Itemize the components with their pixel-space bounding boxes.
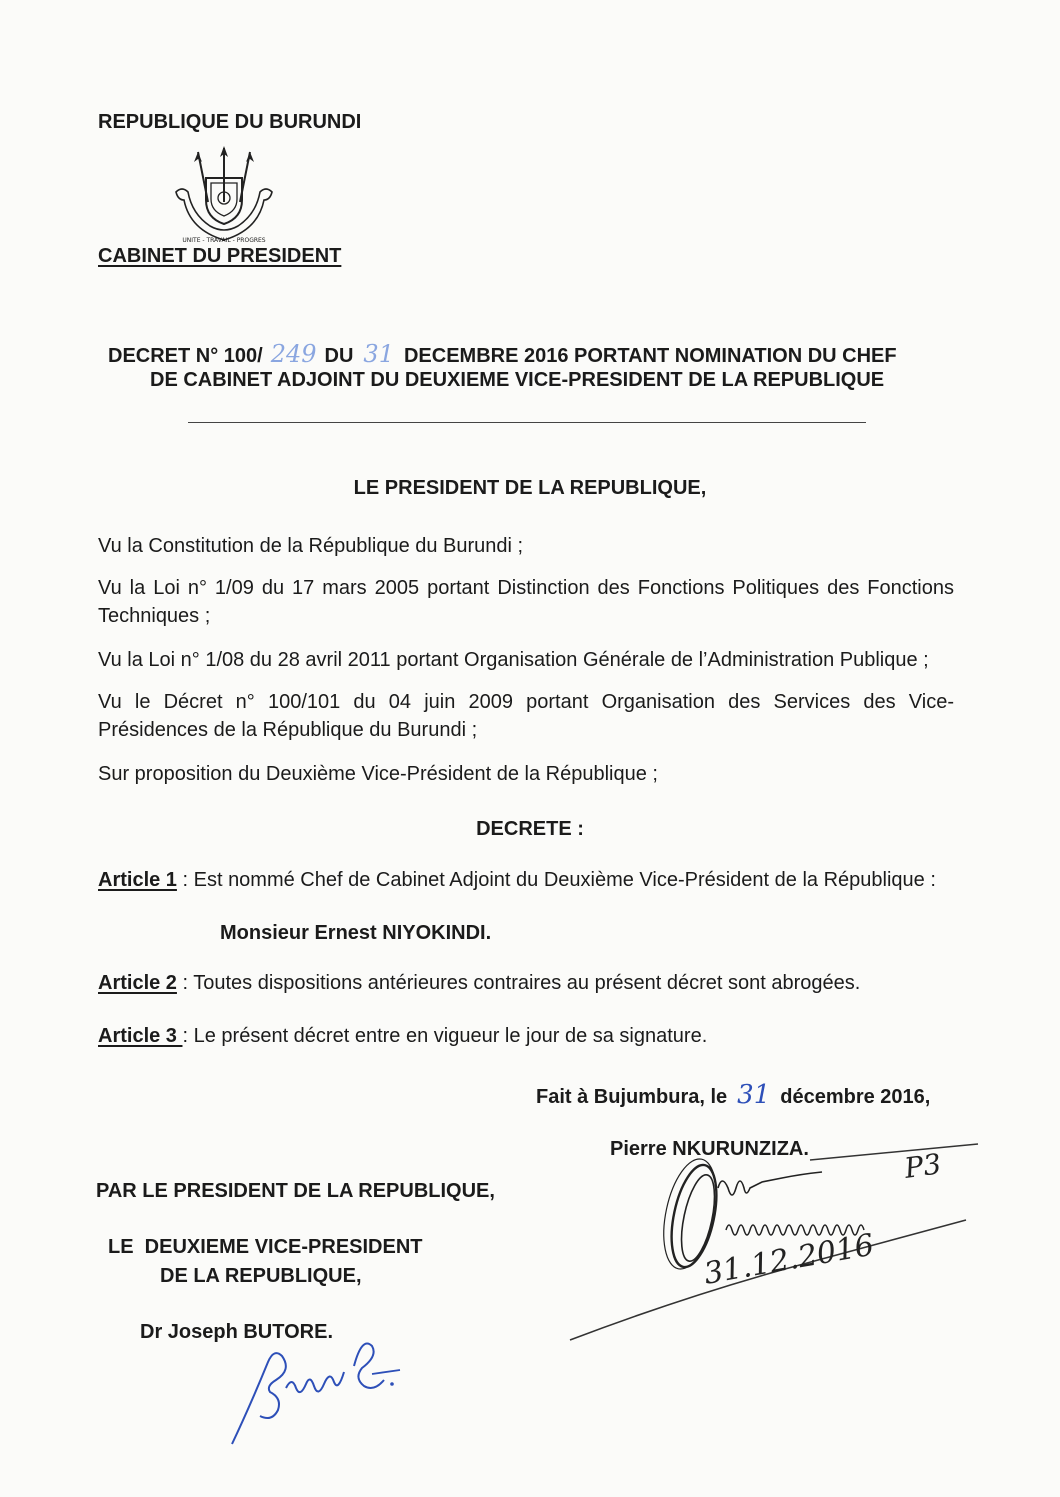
- stamp-initials: P3: [902, 1147, 944, 1185]
- coat-of-arms-icon: [168, 144, 280, 250]
- place-date-line: [536, 1080, 930, 1110]
- title-divider: [188, 422, 866, 423]
- vice-president-name: Dr Joseph BUTORE.: [140, 1321, 333, 1343]
- countersign-line3: DE LA REPUBLIQUE,: [160, 1265, 362, 1287]
- article-1-text: Est nommé Chef de Cabinet Adjoint du Deuxième Vice-Président de la République :: [193, 869, 936, 891]
- article-2-text: Toutes dispositions antérieures contraires au présent décret sont abrogées.: [193, 972, 861, 994]
- place-date-prefix: Fait à Bujumbura, le: [536, 1086, 728, 1108]
- seal-motto: UNITE - TRAVAIL - PROGRES: [182, 237, 266, 244]
- visa-2: Vu la Loi n° 1/09 du 17 mars 2005 portant Distinction des Fonctions Politiques des Fonctions Techniques ;: [98, 577, 954, 627]
- authority-heading: LE PRESIDENT DE LA REPUBLIQUE,: [353, 477, 707, 499]
- place-date-day-handwritten: 31: [737, 1080, 771, 1110]
- decree-day-handwritten: 31: [363, 340, 394, 368]
- article-1-label: Article 1: [98, 869, 177, 891]
- decree-number-handwritten: 249: [270, 340, 317, 368]
- vice-president-signature-icon: [222, 1326, 422, 1450]
- visa-1: Vu la Constitution de la République du Burundi ;: [98, 535, 524, 557]
- president-signature-icon: [566, 1136, 986, 1350]
- visa-4: Vu le Décret n° 100/101 du 04 juin 2009 portant Organisation des Services des Vice-Présidences de la République du Burundi ;: [98, 691, 954, 741]
- article-3-sep: :: [182, 1025, 194, 1047]
- republic-heading: REPUBLIQUE DU BURUNDI: [98, 111, 362, 133]
- decree-title-line1: [108, 340, 897, 368]
- decree-prefix: DECRET N° 100/: [108, 345, 263, 367]
- decree-title-line2: DE CABINET ADJOINT DU DEUXIEME VICE-PRESIDENT DE LA REPUBLIQUE: [150, 369, 885, 391]
- article-2-sep: :: [176, 972, 194, 994]
- article-3-label: Article 3: [98, 1025, 183, 1047]
- article-3: [98, 1022, 968, 1050]
- decrete-heading: DECRETE :: [476, 818, 584, 840]
- article-1: [98, 866, 968, 894]
- stamp-date: 31.12.2016: [701, 1227, 877, 1292]
- decree-title-rest: DECEMBRE 2016 PORTANT NOMINATION DU CHEF: [403, 345, 897, 367]
- article-3-text: Le présent décret entre en vigueur le jour de sa signature.: [193, 1025, 708, 1047]
- article-2: [98, 969, 968, 997]
- countersign-line1: PAR LE PRESIDENT DE LA REPUBLIQUE,: [96, 1180, 495, 1202]
- cabinet-heading: CABINET DU PRESIDENT: [98, 245, 342, 267]
- visa-3: Vu la Loi n° 1/08 du 28 avril 2011 portant Organisation Générale de l’Administration Publique ;: [98, 649, 929, 671]
- president-name: Pierre NKURUNZIZA.: [610, 1138, 809, 1160]
- nominee-name: Monsieur Ernest NIYOKINDI.: [220, 922, 492, 944]
- place-date-suffix: décembre 2016,: [780, 1086, 931, 1108]
- article-1-sep: :: [176, 869, 194, 891]
- decree-du: DU: [324, 345, 354, 367]
- article-2-label: Article 2: [98, 972, 177, 994]
- countersign-line2: LE DEUXIEME VICE-PRESIDENT: [108, 1236, 423, 1258]
- visa-5: Sur proposition du Deuxième Vice-Président de la République ;: [98, 763, 658, 785]
